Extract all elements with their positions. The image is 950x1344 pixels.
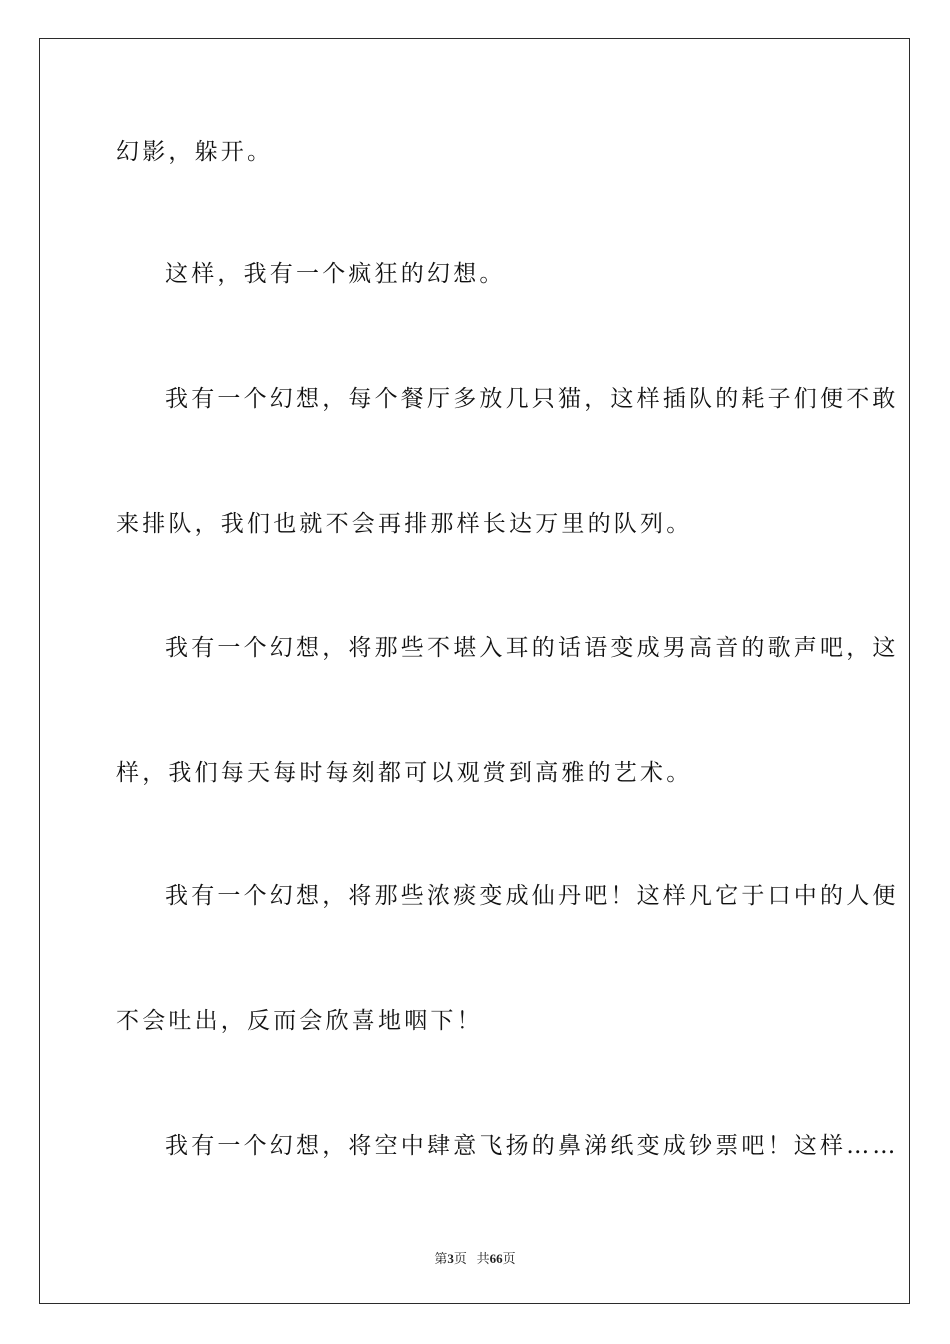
footer-page-prefix: 第 <box>434 1251 448 1266</box>
text-line-8: 不会吐出，反而会欣喜地咽下！ <box>116 1008 483 1034</box>
text-line-3: 我有一个幻想，每个餐厅多放几只猫，这样插队的耗子们便不敢 <box>165 386 899 412</box>
footer-page-suffix: 页 <box>453 1251 467 1266</box>
text-line-7: 我有一个幻想，将那些浓痰变成仙丹吧！这样凡它于口中的人便 <box>165 883 899 909</box>
footer-total-pages: 66 <box>489 1251 503 1266</box>
footer-total-suffix: 页 <box>502 1251 516 1266</box>
text-line-6: 样，我们每天每时每刻都可以观赏到高雅的艺术。 <box>116 760 693 786</box>
text-line-4: 来排队，我们也就不会再排那样长达万里的队列。 <box>116 511 693 537</box>
footer-page-number: 3 <box>447 1251 454 1266</box>
text-line-2: 这样，我有一个疯狂的幻想。 <box>165 261 506 287</box>
text-line-1: 幻影，躲开。 <box>116 139 274 165</box>
page-footer <box>0 1248 950 1267</box>
footer-total-prefix: 共 <box>476 1251 490 1266</box>
page-border <box>39 38 910 1304</box>
text-line-9: 我有一个幻想，将空中肆意飞扬的鼻涕纸变成钞票吧！这样…… <box>165 1133 899 1159</box>
text-line-5: 我有一个幻想，将那些不堪入耳的话语变成男高音的歌声吧，这 <box>165 635 899 661</box>
